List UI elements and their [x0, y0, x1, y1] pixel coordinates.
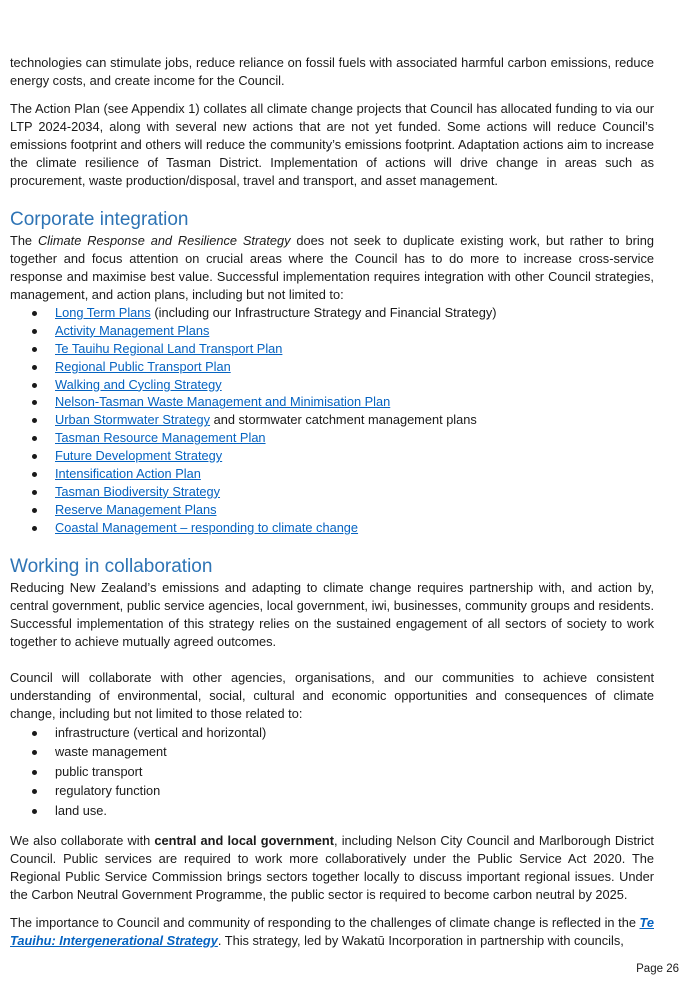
plan-link-suffix: and stormwater catchment management plans [210, 412, 477, 428]
list-item [10, 742, 654, 762]
list-item [10, 304, 654, 322]
bullet-icon [32, 311, 37, 316]
plan-link[interactable]: Nelson-Tasman Waste Management and Minimisation Plan [55, 394, 391, 410]
list-item [10, 411, 654, 429]
bullet-icon [32, 731, 37, 736]
list-item [10, 762, 654, 782]
bullet-icon [32, 383, 37, 388]
plan-link[interactable]: Tasman Resource Management Plan [55, 430, 266, 446]
bullet-icon [32, 400, 37, 405]
bullet-icon [32, 418, 37, 423]
collaboration-paragraph-1: Reducing New Zealand’s emissions and adapting to climate change requires partnership with, and action by, central government, public service agencies, local government, iwi, businesses, community groups and residents. Successful implementation of this strategy relies on the sustained engagement of all sectors of society to work together to achieve mutually agreed outcomes. [10, 579, 654, 649]
list-item [10, 501, 654, 519]
list-item [10, 781, 654, 801]
bullet-icon [32, 347, 37, 352]
plan-link[interactable]: Coastal Management – responding to climate change [55, 519, 359, 535]
plan-link[interactable]: Walking and Cycling Strategy [55, 376, 222, 392]
plan-link[interactable]: Urban Stormwater Strategy [55, 412, 211, 428]
bullet-icon [32, 436, 37, 441]
plan-link[interactable]: Te Tauihu Regional Land Transport Plan [55, 340, 283, 356]
list-item-text: waste management [55, 744, 167, 760]
list-item [10, 429, 654, 447]
list-item [10, 723, 654, 743]
list-item [10, 519, 654, 537]
bullet-icon [32, 329, 37, 334]
bullet-icon [32, 472, 37, 477]
document-page [10, 54, 654, 950]
bullet-icon [32, 526, 37, 531]
list-item [10, 376, 654, 394]
plan-link[interactable]: Long Term Plans [55, 305, 151, 320]
corporate-integration-heading: Corporate integration [10, 209, 189, 230]
corporate-integration-paragraph: The Climate Response and Resilience Strategy does not seek to duplicate existing work, but rather to bring together and focus attention on crucial areas where the Council has to do more to increase cross-service response and maximise best value. Successful implementation requires integration with other Council strategies, management, and action plans, including but not limited to: [10, 233, 654, 302]
bullet-icon [32, 789, 37, 794]
list-item [10, 393, 654, 411]
list-item [10, 483, 654, 501]
list-item-text: public transport [55, 763, 143, 779]
plan-link[interactable]: Regional Public Transport Plan [55, 358, 231, 374]
strategy-title-emphasis: Climate Response and Resilience Strategy [37, 233, 291, 248]
page-number: Page 26 [636, 963, 679, 975]
collaboration-paragraph-2: Council will collaborate with other agencies, organisations, and our communities to achieve consistent understanding of environmental, social, cultural and economic opportunities and consequences of climate change, including but not limited to those related to: [10, 669, 654, 721]
bullet-icon [32, 365, 37, 370]
te-tauihu-intergenerational-strategy-link[interactable]: Te Tauihu: Intergenerational Strategy [10, 915, 654, 949]
plan-link-suffix: (including our Infrastructure Strategy and Financial Strategy) [150, 305, 497, 320]
plan-link[interactable]: Activity Management Plans [55, 322, 210, 338]
plan-link[interactable]: Tasman Biodiversity Strategy [55, 483, 221, 499]
list-item [10, 358, 654, 376]
list-item [10, 801, 654, 821]
plan-link[interactable]: Future Development Strategy [55, 448, 223, 464]
intro-paragraph-1: technologies can stimulate jobs, reduce reliance on fossil fuels with associated harmful carbon emissions, reduce energy costs, and create income for the Council. [10, 55, 654, 88]
bullet-icon [32, 508, 37, 513]
list-item [10, 447, 654, 465]
list-item-text: land use. [55, 802, 107, 818]
working-in-collaboration-heading: Working in collaboration [10, 555, 213, 577]
bullet-icon [32, 490, 37, 495]
intro-paragraph-2: The Action Plan (see Appendix 1) collates all climate change projects that Council has allocated funding to via our LTP 2024-2034, along with several new actions that are not yet funded. Some actions will reduce Council’s emissions footprint and others will reduce the community’s emissions footprint. Adaptation actions aim to increase the climate resilience of Tasman District. Implementation of actions will drive change in areas such as procurement, waste production/disposal, travel and transport, and asset management. [10, 101, 654, 188]
plan-link[interactable]: Intensification Action Plan [55, 466, 201, 482]
list-item-text: regulatory function [55, 783, 161, 799]
bullet-icon [32, 809, 37, 814]
list-item-text: infrastructure (vertical and horizontal) [55, 724, 267, 740]
collaboration-areas-list [10, 723, 654, 821]
list-item [10, 322, 654, 340]
plan-link[interactable]: Reserve Management Plans [55, 501, 217, 517]
collaboration-paragraph-3: We also collaborate with central and local government, including Nelson City Council and Marlborough District Council. Public services are required to work more collaboratively under the Public Service Act 2020. The Regional Public Service Commission brings sectors together locally to discuss important regional issues. Under the Carbon Neutral Government Programme, the public sector is required to become carbon neutral by 2025. [10, 833, 654, 903]
collaboration-paragraph-4: The importance to Council and community of responding to the challenges of climate change is reflected in the Te Tauihu: Intergenerational Strategy. This strategy, led by Wakatū Incorporation in partnership with councils, [10, 915, 654, 949]
bullet-icon [32, 750, 37, 755]
central-local-government-bold: central and local government [154, 833, 334, 849]
list-item [10, 340, 654, 358]
bullet-icon [32, 454, 37, 459]
list-item [10, 465, 654, 483]
corporate-plans-list [10, 304, 654, 537]
bullet-icon [32, 770, 37, 775]
